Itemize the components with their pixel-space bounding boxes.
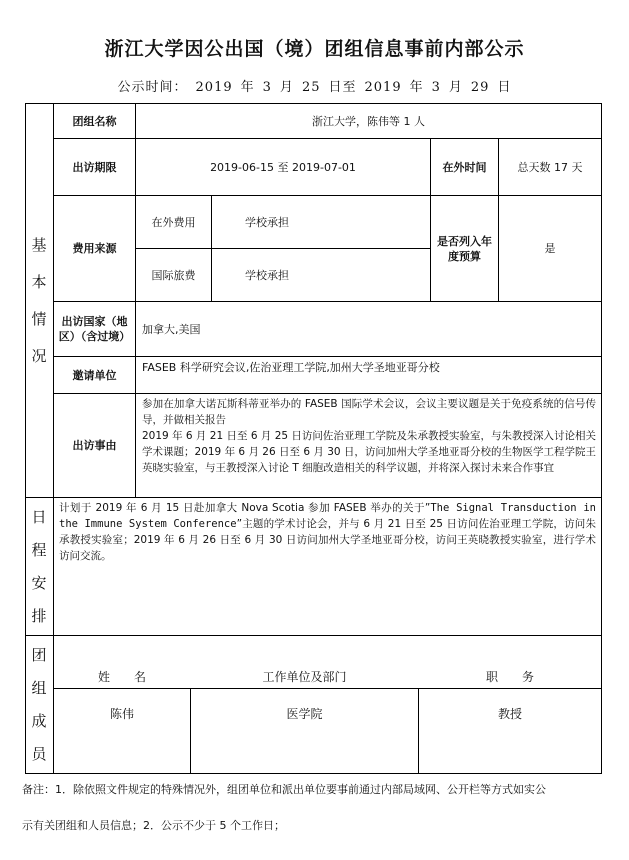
schedule-text: 计划于 2019 年 6 月 15 日赴加拿大 Nova Scotia 参加 FASEB 举办的关于”The Signal Transduction in the Immune System Conference”主题的学术讨论会，并与 6 月 21 日至 25 日访问佐治亚理工学院，访问朱承教授实验室；2019 年 6 月 26 日至 6 月 30 日访问加州大学圣地亚哥分校，访问王英晓教授实验室，进行学术访问交流。 (59, 502, 596, 562)
period-start-month: 3 (262, 80, 272, 95)
member-unit: 医学院 (286, 706, 323, 721)
intl-travel-value: 学校承担 (245, 268, 289, 282)
section-members: 团 组 成 员 (31, 646, 47, 763)
page-title: 浙江大学因公出国（境）团组信息事前内部公示 (104, 38, 525, 60)
note-line-2: 示有关团组和人员信息；2．公示不少于 5 个工作日； (22, 819, 285, 832)
member-position: 教授 (497, 706, 522, 721)
countries-label: 出访国家（地区）（含过境） (58, 315, 131, 343)
period-to: 日至 (328, 80, 357, 95)
inviter-value: FASEB 科学研究会议,佐治亚理工学院,加州大学圣地亚哥分校 (142, 361, 440, 374)
period-value: 2019-06-15 至 2019-07-01 (210, 160, 356, 174)
period-month-unit-2: 月 (448, 80, 463, 95)
group-name-value: 浙江大学，陈伟等 1 人 (312, 114, 425, 128)
note-line-1: 备注：1．除依照文件规定的特殊情况外，组团单位和派出单位要事前通过内部局域网、公开栏等方式如实公 (22, 783, 546, 796)
member-header-name: 姓 名 (97, 669, 146, 684)
period-year-unit: 年 (240, 80, 255, 95)
abroad-cost-value: 学校承担 (245, 215, 289, 229)
period-day-unit: 日 (497, 80, 512, 95)
purpose-label: 出访事由 (72, 439, 117, 452)
abroad-time-label: 在外时间 (442, 160, 487, 174)
conference-name: The Signal Transduction in the Immune System Conference (59, 502, 596, 530)
period-end-month: 3 (431, 80, 441, 95)
period-label: 出访期限 (72, 160, 117, 174)
purpose-line-2: 2019 年 6 月 21 日至 6 月 25 日访问佐治亚理工学院及朱承教授实验室，与朱教授深入讨论相关学术课题；2019 年 6 月 26 日至 6 月 30 日，访问加州大学圣地亚哥分校的生物医学工程学院王英晓实验室，与王教授深入讨论 T 细胞改造相关的科学议题，并将深入探讨未来合作事宜 (142, 430, 596, 474)
section-basic-info: 基 本 情 况 (31, 236, 47, 365)
member-name: 陈伟 (109, 706, 134, 721)
budget-label: 是否列入年度预算 (437, 234, 492, 263)
period-prefix: 公示时间： (117, 80, 188, 95)
funding-label: 费用来源 (72, 242, 117, 255)
group-name-label: 团组名称 (72, 114, 117, 128)
member-header-unit: 工作单位及部门 (262, 669, 347, 684)
countries-value: 加拿大,美国 (142, 322, 201, 336)
intl-travel-label: 国际旅费 (151, 268, 196, 282)
publication-period (0, 76, 629, 95)
period-month-unit: 月 (279, 80, 294, 95)
period-end-day: 29 (470, 80, 490, 95)
member-header-position: 职 务 (485, 669, 534, 684)
purpose-line-1: 参加在加拿大诺瓦斯科蒂亚举办的 FASEB 国际学术会议，会议主要议题是关于免疫系统的信号传导，并做相关报告 (142, 398, 596, 426)
period-end-year: 2019 (364, 80, 402, 95)
period-year-unit-2: 年 (409, 80, 424, 95)
period-start-day: 25 (301, 80, 321, 95)
abroad-cost-label: 在外费用 (151, 215, 196, 229)
inviter-label: 邀请单位 (72, 368, 117, 382)
budget-value: 是 (544, 242, 556, 255)
section-schedule: 日 程 安 排 (31, 508, 47, 625)
period-start-year: 2019 (195, 80, 233, 95)
abroad-time-value: 总天数 17 天 (517, 160, 583, 174)
purpose-text (142, 396, 596, 476)
